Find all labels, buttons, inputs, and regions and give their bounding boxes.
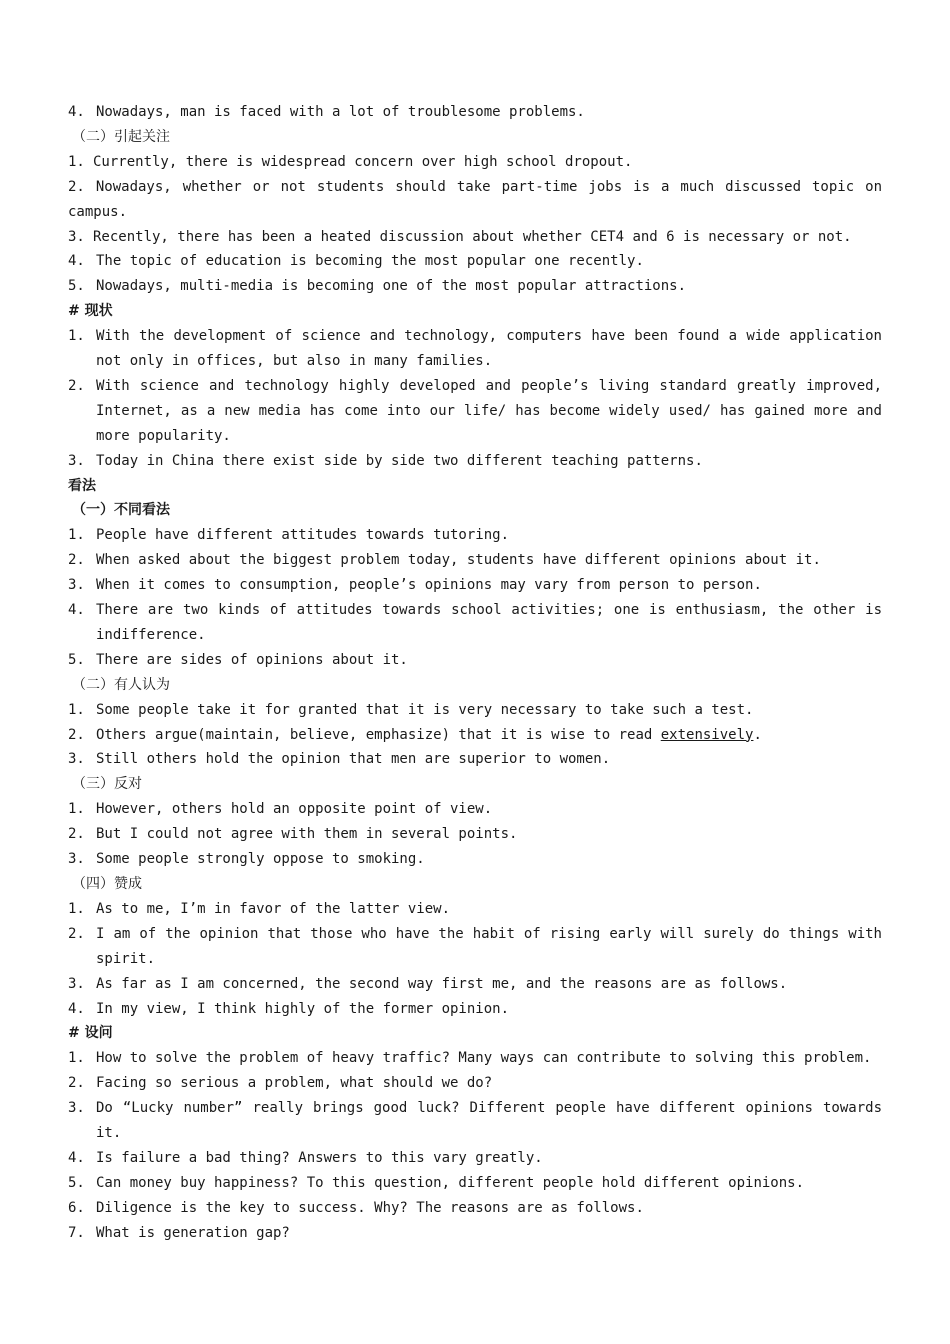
list-item	[68, 1221, 882, 1246]
item-text: But I could not agree with them in several points.	[96, 826, 518, 843]
item-number: 7.	[68, 1224, 85, 1241]
item-text: There are two kinds of attitudes towards school activities; one is enthusiasm, the other is indifference.	[96, 602, 882, 643]
item-number: 4.	[68, 602, 85, 619]
item-text: With science and technology highly developed and people’s living standard greatly improved, Internet, as a new media has come into our life/ has become widely used/ has gained more and more popularity.	[96, 377, 882, 444]
list-item	[68, 847, 882, 872]
item-number: 3.	[68, 851, 85, 868]
item-text: When it comes to consumption, people’s opinions may vary from person to person.	[96, 577, 762, 594]
item-number: 1.	[68, 900, 85, 917]
item-text: Currently, there is widespread concern over high school dropout.	[93, 153, 633, 170]
item-text: When asked about the biggest problem today, students have different opinions about it.	[96, 552, 821, 569]
item-number: 2.	[68, 178, 85, 195]
item-text: Nowadays, multi-media is becoming one of the most popular attractions.	[96, 278, 687, 295]
section-heading: # 设问	[68, 1025, 113, 1042]
item-number: 2.	[68, 925, 85, 942]
list-item	[68, 324, 882, 374]
item-text-part: .	[753, 726, 762, 743]
item-number: 2.	[68, 1075, 85, 1092]
item-number: 4.	[68, 253, 85, 270]
item-text: Diligence is the key to success. Why? The reasons are as follows.	[96, 1199, 644, 1216]
underlined-word: extensively	[660, 726, 754, 743]
item-text: There are sides of opinions about it.	[96, 651, 408, 668]
list-item	[68, 897, 882, 922]
document-page	[68, 100, 882, 1246]
subsection-title: （二）有人认为	[72, 676, 170, 693]
list-item	[68, 723, 882, 748]
item-text: Facing so serious a problem, what should we do?	[96, 1075, 493, 1092]
item-text: Still others hold the opinion that men are superior to women.	[96, 751, 611, 768]
list-item	[68, 972, 882, 997]
item-text: As to me, I’m in favor of the latter view.	[96, 900, 451, 917]
list-item	[68, 449, 882, 474]
item-number: 3.	[68, 228, 85, 245]
list-item	[68, 822, 882, 847]
list-item	[68, 1071, 882, 1096]
item-text: However, others hold an opposite point of view.	[96, 801, 493, 818]
list-item	[68, 150, 882, 175]
item-number: 1.	[68, 1050, 85, 1067]
list-item	[68, 698, 882, 723]
item-text: Do “Lucky number” really brings good luck? Different people have different opinions towards it.	[96, 1100, 882, 1142]
subsection-title: （一）不同看法	[72, 502, 170, 519]
list-item	[68, 249, 882, 274]
item-number: 1.	[68, 527, 85, 544]
list-item	[68, 747, 882, 772]
list-item	[68, 573, 882, 598]
item-text: In my view, I think highly of the former opinion.	[96, 1000, 510, 1017]
list-item	[68, 1196, 882, 1221]
item-number: 6.	[68, 1199, 85, 1216]
list-item	[68, 274, 882, 299]
item-number: 3.	[68, 975, 85, 992]
subsection-title: （二）引起关注	[72, 128, 170, 145]
subsection-title: （三）反对	[72, 776, 142, 793]
item-text: Can money buy happiness? To this question, different people hold different opinions.	[96, 1174, 805, 1191]
list-item	[68, 374, 882, 449]
list-item	[68, 523, 882, 548]
item-number: 2.	[68, 726, 85, 743]
item-number: 3.	[68, 1100, 85, 1117]
list-item	[68, 1146, 882, 1171]
list-item	[68, 997, 882, 1022]
item-number: 2.	[68, 826, 85, 843]
item-number: 3.	[68, 751, 85, 768]
item-text: Nowadays, whether or not students should take part-time jobs is a much discussed topic on campus.	[68, 178, 882, 220]
subsection-title: （四）赞成	[72, 876, 142, 892]
item-text: People have different attitudes towards tutoring.	[96, 527, 510, 544]
list-item	[68, 797, 882, 822]
item-text: As far as I am concerned, the second way first me, and the reasons are as follows.	[96, 975, 788, 992]
list-item	[68, 598, 882, 648]
item-text: Nowadays, man is faced with a lot of troublesome problems.	[96, 104, 585, 120]
item-number: 1.	[68, 328, 85, 345]
section-heading: 看法	[68, 477, 96, 494]
section-heading: # 现状	[68, 303, 113, 320]
item-text: Today in China there exist side by side two different teaching patterns.	[96, 452, 703, 469]
item-number: 2.	[68, 377, 85, 394]
item-number: 2.	[68, 552, 85, 569]
item-number: 1.	[68, 701, 85, 718]
item-number: 4.	[68, 1000, 85, 1017]
list-item	[68, 100, 882, 125]
item-text: Is failure a bad thing? Answers to this vary greatly.	[96, 1149, 543, 1166]
item-number: 1.	[68, 801, 85, 818]
item-text	[96, 723, 882, 748]
item-number: 4.	[68, 104, 85, 120]
item-number: 3.	[68, 577, 85, 594]
list-item	[68, 1171, 882, 1196]
item-number: 3.	[68, 452, 85, 469]
item-text: I am of the opinion that those who have the habit of rising early will surely do things with spirit.	[96, 925, 882, 967]
item-text: Recently, there has been a heated discussion about whether CET4 and 6 is necessary or not.	[93, 228, 852, 245]
item-number: 4.	[68, 1149, 85, 1166]
list-item	[68, 175, 882, 225]
list-item	[68, 1096, 882, 1146]
item-number: 5.	[68, 651, 85, 668]
item-number: 5.	[68, 1174, 85, 1191]
item-text: Some people take it for granted that it is very necessary to take such a test.	[96, 701, 754, 718]
list-item	[68, 648, 882, 673]
item-text: The topic of education is becoming the most popular one recently.	[96, 253, 644, 270]
item-text-part: Others argue(maintain, believe, emphasize) that it is wise to read	[96, 726, 661, 743]
list-item	[68, 548, 882, 573]
item-text: Some people strongly oppose to smoking.	[96, 851, 425, 868]
item-number: 1.	[68, 153, 85, 170]
item-text: With the development of science and technology, computers have been found a wide application not only in offices, but also in many families.	[96, 328, 882, 370]
list-item	[68, 922, 882, 972]
item-number: 5.	[68, 278, 85, 295]
list-item	[68, 225, 882, 250]
item-text: How to solve the problem of heavy traffic? Many ways can contribute to solving this problem.	[96, 1050, 872, 1067]
item-text: What is generation gap?	[96, 1224, 290, 1241]
list-item	[68, 1046, 882, 1071]
